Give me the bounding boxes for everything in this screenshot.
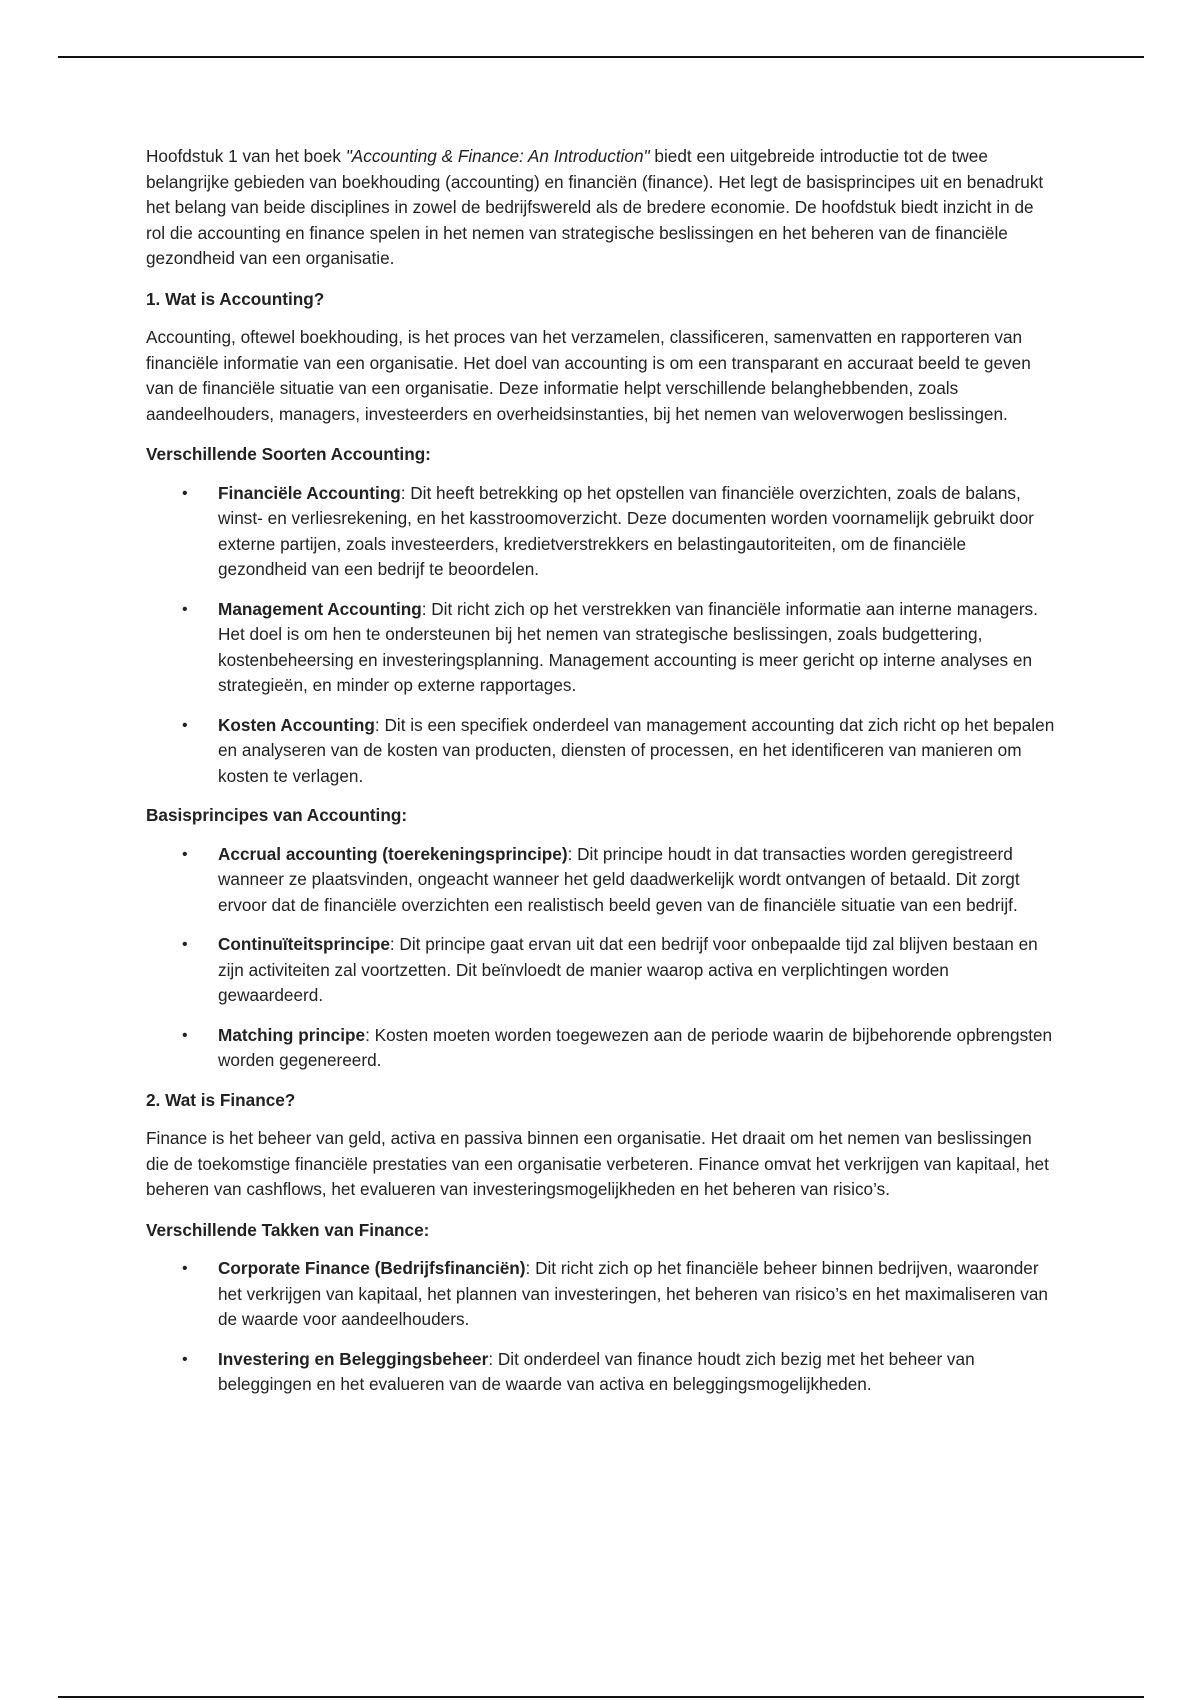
document-body [146, 144, 1056, 1412]
bullet-icon: • [182, 1026, 188, 1044]
bullet-icon: • [182, 1350, 188, 1368]
list-item-term: Management Accounting [218, 598, 422, 619]
list-item-text: : Dit richt zich op het verstrekken van financiële informatie aan interne managers. Het doel is om hen te ondersteunen bij het nemen van strategische beslissingen, zoals budgettering, kostenbeheersing en investeringsplanning. Management accounting is meer gericht op interne analyses en strategieën, en minder op externe rapportages. [218, 598, 1038, 695]
finance-paragraph: Finance is het beheer van geld, activa en passiva binnen een organisatie. Het draait om het nemen van beslissingen die de toekomstige financiële prestaties van een organisatie verbeteren. Finance omvat het verkrijgen van kapitaal, het beheren van cashflows, het evalueren van investeringsmogelijkheden en het beheren van risico’s. [146, 1128, 1049, 1199]
list-item-text: : Dit is een specifiek onderdeel van management accounting dat zich richt op het bepalen en analyseren van de kosten van producten, diensten of processen, en het identificeren van manieren om kosten te verlagen. [218, 714, 1055, 786]
finance-branches-list [146, 1256, 1056, 1398]
intro-text-rest: biedt een uitgebreide introductie tot de twee belangrijke gebieden van boekhouding (accounting) en financiën (finance). Het legt de basisprincipes uit en benadrukt het belang van beide disciplines in zowel de bedrijfswereld als de bredere economie. De hoofdstuk biedt inzicht in de rol die accounting en finance spelen in het nemen van strategische beslissingen en het beheren van de financiële gezondheid van een organisatie. [146, 146, 1044, 268]
list-item-term: Continuïteitsprincipe [218, 934, 390, 954]
subheading-accounting-principles: Basisprincipes van Accounting: [146, 805, 408, 825]
section-heading-finance: 2. Wat is Finance? [146, 1089, 296, 1110]
list-item-text: : Dit heeft betrekking op het opstellen van financiële overzichten, zoals de balans, winst- en verliesrekening, en het kasstroomoverzicht. Deze documenten worden voornamelijk gebruikt door externe partijen, zoals investeerders, kredietverstrekkers en belastingautoriteiten, om de financiële gezondheid van een bedrijf te beoordelen. [218, 482, 1034, 579]
footer-rule [58, 1696, 1144, 1698]
list-item-term: Financiële Accounting [218, 482, 401, 503]
intro-paragraph [146, 144, 1056, 272]
list-item [146, 1023, 1056, 1074]
list-item [146, 713, 1056, 790]
list-item [146, 481, 1056, 583]
accounting-paragraph: Accounting, oftewel boekhouding, is het proces van het verzamelen, classificeren, samenvatten en rapporteren van financiële informatie van een organisatie. Het doel van accounting is om een transparant en accuraat beeld te geven van de financiële situatie van een organisatie. Deze informatie helpt verschillende belanghebbenden, zoals aandeelhouders, managers, investeerders en overheidsinstanties, bij het nemen van weloverwogen beslissingen. [146, 327, 1031, 424]
bullet-icon: • [182, 716, 188, 734]
subheading-accounting-types: Verschillende Soorten Accounting: [146, 444, 431, 464]
intro-text-start: Hoofdstuk 1 van het boek [146, 146, 346, 166]
list-item-term: Accrual accounting (toerekeningsprincipe) [218, 843, 568, 864]
list-item [146, 1256, 1056, 1333]
subheading-finance-branches: Verschillende Takken van Finance: [146, 1219, 430, 1240]
list-item [146, 1347, 1056, 1398]
list-item-term: Corporate Finance (Bedrijfsfinanciën) [218, 1258, 526, 1278]
bullet-icon: • [182, 845, 188, 863]
bullet-icon: • [182, 484, 188, 502]
bullet-icon: • [182, 1260, 188, 1277]
list-item [146, 842, 1056, 919]
accounting-types-list [146, 481, 1056, 790]
list-item-term: Matching principe [218, 1024, 366, 1045]
list-item-text: : Dit principe houdt in dat transacties worden geregistreerd wanneer ze plaatsvinden, ongeacht wanneer het geld daadwerkelijk wordt ontvangen of betaald. Dit zorgt ervoor dat de financiële overzichten een realistisch beeld geven van de financiële situatie van een bedrijf. [218, 843, 1020, 915]
list-item-term: Kosten Accounting [218, 714, 375, 735]
list-item-text: : Kosten moeten worden toegewezen aan de periode waarin de bijbehorende opbrengsten worden gegenereerd. [218, 1024, 1053, 1070]
list-item [146, 597, 1056, 699]
header-rule [58, 56, 1144, 58]
bullet-icon: • [182, 600, 188, 618]
book-title: "Accounting & Finance: An Introduction" [345, 146, 650, 166]
bullet-icon: • [182, 936, 188, 953]
list-item [146, 932, 1056, 1009]
section-heading-accounting: 1. Wat is Accounting? [146, 288, 325, 309]
list-item-text: : Dit richt zich op het financiële beheer binnen bedrijven, waaronder het verkrijgen van kapitaal, het plannen van investeringen, het beheren van risico’s en het maximaliseren van de waarde voor aandeelhouders. [218, 1258, 1048, 1329]
list-item-text: : Dit onderdeel van finance houdt zich bezig met het beheer van beleggingen en het evalueren van de waarde van activa en beleggingsmogelijkheden. [218, 1348, 975, 1394]
list-item-text: : Dit principe gaat ervan uit dat een bedrijf voor onbepaalde tijd zal blijven bestaan en zijn activiteiten zal voortzetten. Dit beïnvloedt de manier waarop activa en verplichtingen worden gewaardeerd. [218, 934, 1038, 1005]
accounting-principles-list [146, 842, 1056, 1074]
list-item-term: Investering en Beleggingsbeheer [218, 1348, 489, 1369]
